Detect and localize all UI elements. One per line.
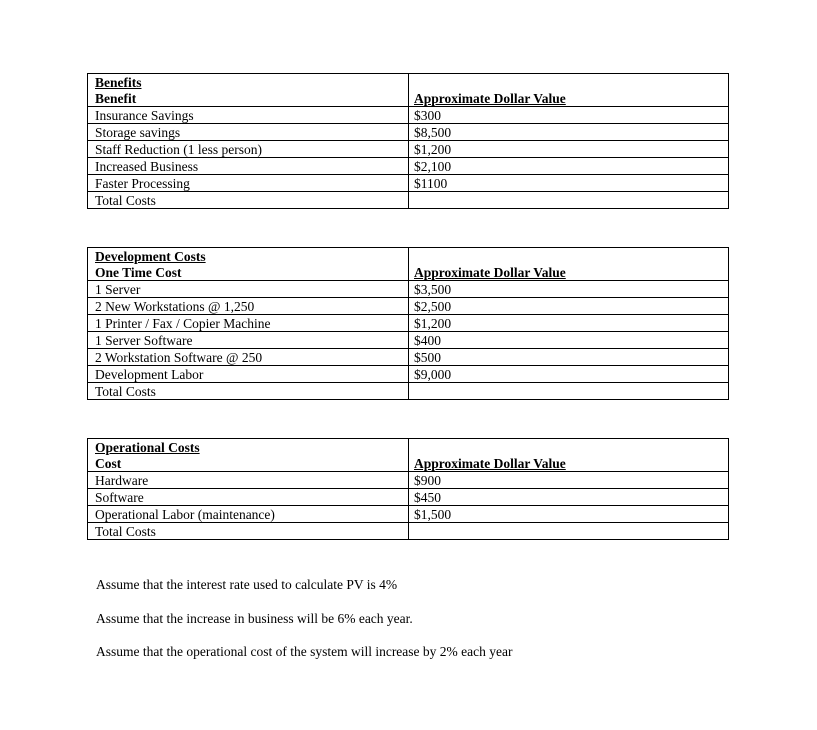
operational-section-title: Operational Costs [88,439,409,456]
table-title-row [88,74,729,91]
table-row [88,489,729,506]
table-row [88,141,729,158]
row-value: $300 [409,107,729,124]
row-label: 1 Server [88,281,409,298]
development-costs-table [87,247,729,400]
total-label: Total Costs [88,383,409,400]
row-label: 2 New Workstations @ 1,250 [88,298,409,315]
development-section-title: Development Costs [88,248,409,265]
row-label: Increased Business [88,158,409,175]
development-col1-header: One Time Cost [88,264,409,281]
total-row [88,192,729,209]
row-label: Storage savings [88,124,409,141]
table-row [88,349,729,366]
assumption-business-increase: Assume that the increase in business will be 6% each year. [96,611,413,626]
row-label: Insurance Savings [88,107,409,124]
row-label: Development Labor [88,366,409,383]
table-title-row [88,248,729,265]
operational-costs-table [87,438,729,540]
table-row [88,158,729,175]
row-value: $1,500 [409,506,729,523]
table-title-row [88,439,729,456]
row-value: $1,200 [409,315,729,332]
row-value: $9,000 [409,366,729,383]
table-header-row [88,455,729,472]
total-value [409,523,729,540]
assumption-operational-cost-increase: Assume that the operational cost of the system will increase by 2% each year [96,644,513,659]
total-row [88,523,729,540]
table-row [88,332,729,349]
total-value [409,192,729,209]
total-value [409,383,729,400]
row-value: $8,500 [409,124,729,141]
table-row [88,315,729,332]
table-row [88,107,729,124]
row-value: $1100 [409,175,729,192]
benefits-col2-header: Approximate Dollar Value [409,90,729,107]
row-label: Hardware [88,472,409,489]
row-value: $1,200 [409,141,729,158]
table-row [88,506,729,523]
benefits-col1-header: Benefit [88,90,409,107]
row-label: 1 Server Software [88,332,409,349]
row-value: $400 [409,332,729,349]
development-col2-header: Approximate Dollar Value [409,264,729,281]
operational-col1-header: Cost [88,455,409,472]
row-value: $900 [409,472,729,489]
table-row [88,175,729,192]
row-value: $3,500 [409,281,729,298]
table-row [88,298,729,315]
row-value: $2,500 [409,298,729,315]
total-row [88,383,729,400]
row-label: Operational Labor (maintenance) [88,506,409,523]
row-value: $500 [409,349,729,366]
row-label: Faster Processing [88,175,409,192]
row-label: Software [88,489,409,506]
assumption-interest-rate: Assume that the interest rate used to calculate PV is 4% [96,577,398,592]
row-label: 2 Workstation Software @ 250 [88,349,409,366]
table-row [88,472,729,489]
row-label: Staff Reduction (1 less person) [88,141,409,158]
table-header-row [88,264,729,281]
benefits-section-title: Benefits [88,74,409,91]
table-header-row [88,90,729,107]
row-value: $2,100 [409,158,729,175]
table-row [88,366,729,383]
total-label: Total Costs [88,523,409,540]
table-row [88,281,729,298]
operational-col2-header: Approximate Dollar Value [409,455,729,472]
benefits-table [87,73,729,209]
total-label: Total Costs [88,192,409,209]
row-label: 1 Printer / Fax / Copier Machine [88,315,409,332]
row-value: $450 [409,489,729,506]
table-row [88,124,729,141]
